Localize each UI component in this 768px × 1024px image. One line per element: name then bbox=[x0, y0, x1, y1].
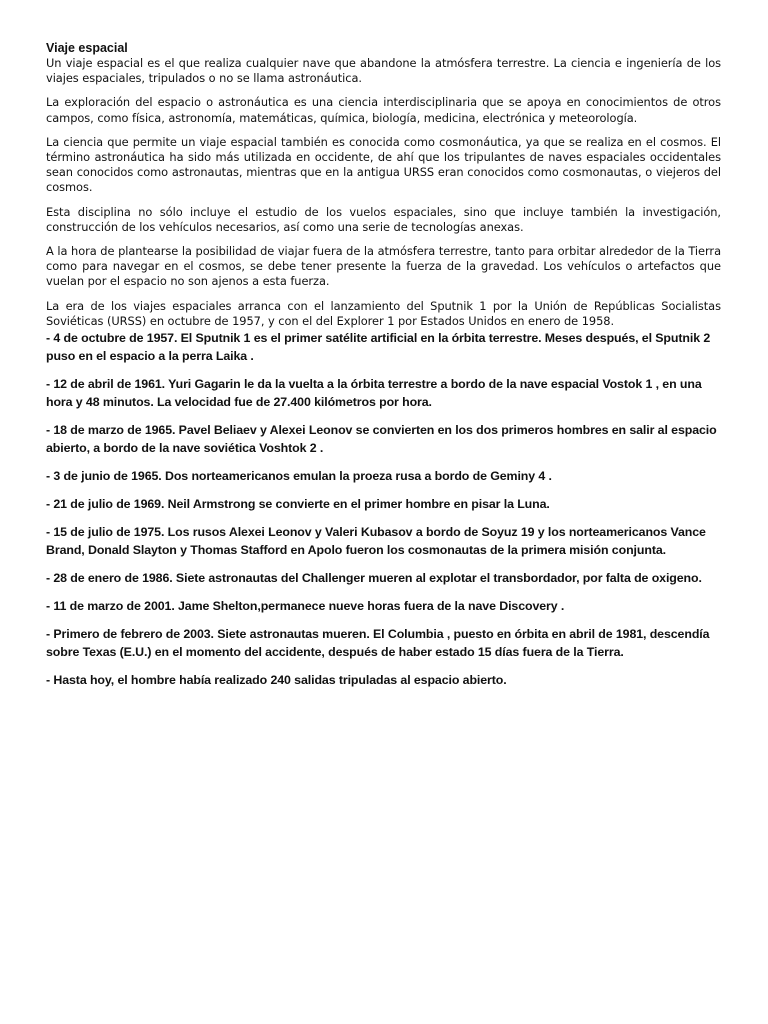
timeline-item: - 4 de octubre de 1957. El Sputnik 1 es el primer satélite artificial en la órbita terrestre. Meses después, el Sputnik 2 puso en el espacio a la perra Laika . bbox=[46, 331, 711, 364]
intro-paragraph: La ciencia que permite un viaje espacial también es conocida como cosmonáutica, ya que se realiza en el cosmos. El término astronáutica ha sido más utilizada en occidente, de ahí que los tripulantes de naves espaciales occidentales sean conocidos como astronautas, mientras que en la antigua URSS eran conocidos como cosmonautas, o viejeros del cosmos. bbox=[46, 134, 721, 195]
timeline-section bbox=[46, 329, 721, 689]
document-title: Viaje espacial bbox=[46, 41, 128, 55]
timeline-item: - 12 de abril de 1961. Yuri Gagarin le da la vuelta a la órbita terrestre a bordo de la nave espacial Vostok 1 , en una hora y 48 minutos. La velocidad fue de 27.400 kilómetros por hora. bbox=[46, 377, 702, 410]
timeline-item: - 28 de enero de 1986. Siete astronautas del Challenger mueren al explotar el transbordador, por falta de oxigeno. bbox=[46, 571, 702, 586]
timeline-item: - Hasta hoy, el hombre había realizado 240 salidas tripuladas al espacio abierto. bbox=[46, 673, 507, 688]
timeline-item: - 18 de marzo de 1965. Pavel Beliaev y Alexei Leonov se convierten en los dos primeros hombres en salir al espacio abierto, a bordo de la nave soviética Voshtok 2 . bbox=[46, 423, 717, 456]
document-page bbox=[46, 40, 721, 699]
timeline-item: - 3 de junio de 1965. Dos norteamericanos emulan la proeza rusa a bordo de Geminy 4 . bbox=[46, 469, 552, 484]
timeline-item: - 21 de julio de 1969. Neil Armstrong se convierte en el primer hombre en pisar la Luna. bbox=[46, 497, 550, 512]
intro-section bbox=[46, 56, 721, 329]
timeline-item: - 11 de marzo de 2001. Jame Shelton,permanece nueve horas fuera de la nave Discovery . bbox=[46, 599, 565, 614]
intro-paragraph: A la hora de plantearse la posibilidad de viajar fuera de la atmósfera terrestre, tanto para orbitar alrededor de la Tierra como para navegar en el cosmos, se debe tener presente la fuerza de la gravedad. Los vehículos o artefactos que vuelan por el espacio no son ajenos a esta fuerza. bbox=[46, 244, 721, 289]
intro-paragraph: La exploración del espacio o astronáutica es una ciencia interdisciplinaria que se apoya en conocimientos de otros campos, como física, astronomía, matemáticas, química, biología, medicina, electrónica y meteorología. bbox=[46, 95, 721, 125]
timeline-item: - Primero de febrero de 2003. Siete astronautas mueren. El Columbia , puesto en órbita en abril de 1981, descendía sobre Texas (E.U.) en el momento del accidente, después de haber estado 15 días fuera de la Tierra. bbox=[46, 627, 710, 660]
intro-paragraph: La era de los viajes espaciales arranca con el lanzamiento del Sputnik 1 por la Unión de Repúblicas Socialistas Soviéticas (URSS) en octubre de 1957, y con el del Explorer 1 por Estados Unidos en enero de 1958. bbox=[46, 298, 721, 328]
intro-paragraph: Esta disciplina no sólo incluye el estudio de los vuelos espaciales, sino que incluye también la investigación, construcción de los vehículos necesarios, así como una serie de tecnologías anexas. bbox=[46, 204, 721, 234]
timeline-item: - 15 de julio de 1975. Los rusos Alexei Leonov y Valeri Kubasov a bordo de Soyuz 19 y los norteamericanos Vance Brand, Donald Slayton y Thomas Stafford en Apolo fueron los cosmonautas de la primera misión conjunta. bbox=[46, 525, 706, 558]
intro-paragraph: Un viaje espacial es el que realiza cualquier nave que abandone la atmósfera terrestre. La ciencia e ingeniería de los viajes espaciales, tripulados o no se llama astronáutica. bbox=[46, 56, 721, 86]
